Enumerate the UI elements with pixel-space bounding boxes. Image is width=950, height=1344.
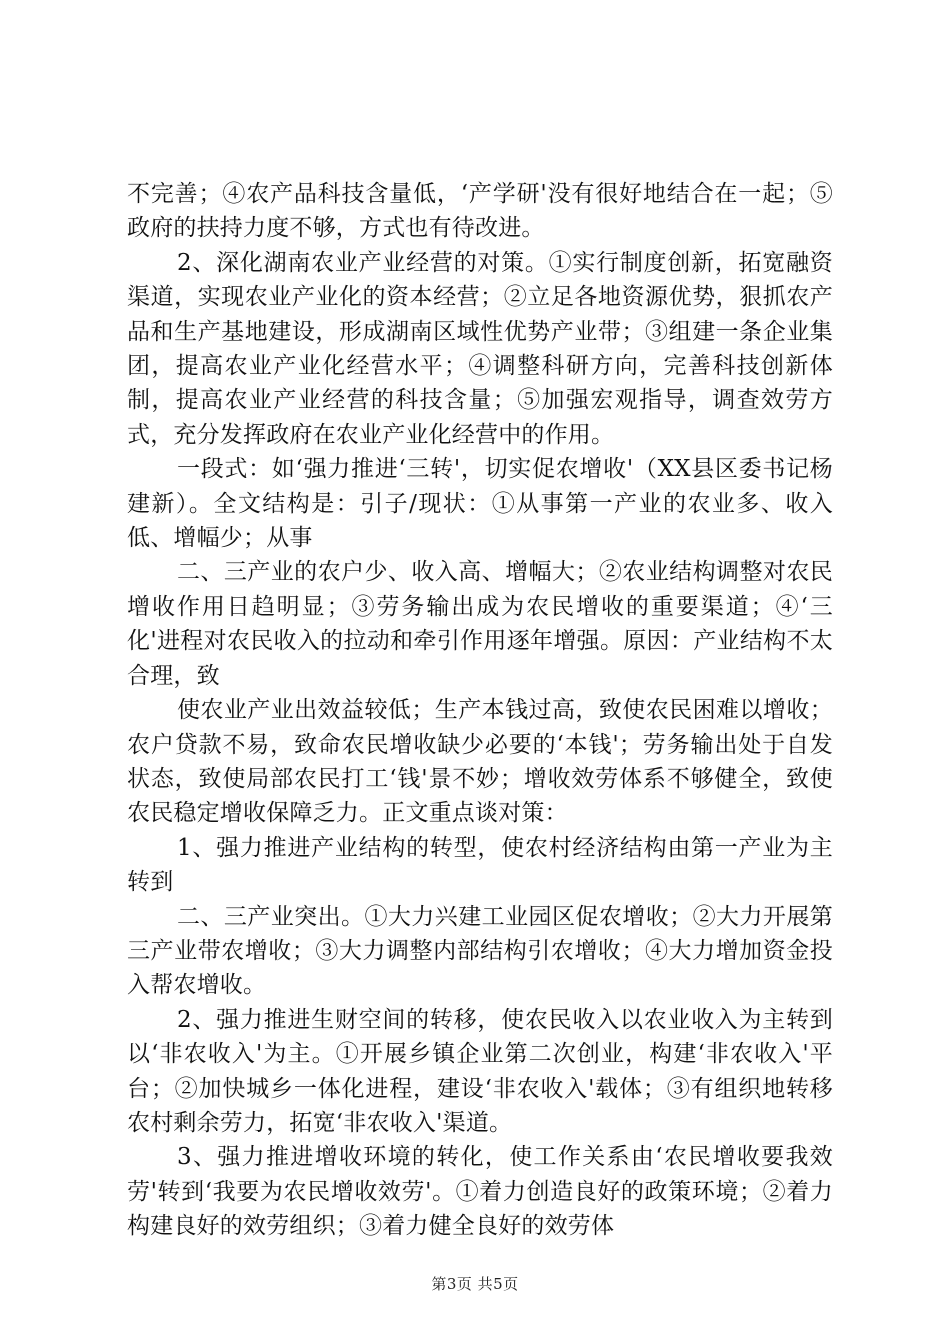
paragraph-industry-measures: 二、三产业突出。①大力兴建工业园区促农增收；②大力开展第三产业带农增收；③大力调整内部结构引农增收；④大力增加资金投入帮农增收。	[127, 903, 833, 999]
paragraph-industry-transform: 1、强力推进产业结构的转型，使农村经济结构由第一产业为主转到	[127, 834, 833, 896]
paragraph-environment-shift: 3、强力推进增收环境的转化，使工作关系由‘农民增收要我效劳'转到‘我要为农民增收效劳'。①着力创造良好的政策环境；②着力构建良好的效劳组织；③着力健全良好的效劳体	[127, 1144, 833, 1240]
paragraph-secondary-tertiary: 二、三产业的农户少、收入高、增幅大；②农业结构调整对农民增收作用日趋明显；③劳务输出成为农民增收的重要渠道；④‘三化'进程对农民收入的拉动和牵引作用逐年增强。原因：产业结构不太合理，致	[127, 559, 833, 689]
paragraph-continuation: 不完善；④农产品科技含量低，‘产学研'没有很好地结合在一起；⑤政府的扶持力度不够，方式也有待改进。	[127, 181, 833, 242]
paragraph-hunan-countermeasures: 2、深化湖南农业产业经营的对策。①实行制度创新，拓宽融资渠道，实现农业产业化的资本经营；②立足各地资源优势，狠抓农产品和生产基地建设，形成湖南区域性优势产业带；③组建一条企业集团，提高农业产业化经营水平；④调整科研方向，完善科技创新体制，提高农业产业经营的科技含量；⑤加强宏观指导，调查效劳方式，充分发挥政府在农业产业化经营中的作用。	[127, 249, 833, 448]
paragraph-income-shift: 2、强力推进生财空间的转移，使农民收入以农业收入为主转到以‘非农收入'为主。①开展乡镇企业第二次创业，构建‘非农收入'平台；②加快城乡一体化进程，建设‘非农收入'载体；③有组织地转移农村剩余劳力，拓宽‘非农收入'渠道。	[127, 1006, 833, 1136]
document-body	[127, 177, 833, 1244]
page-number-footer: 第3页 共5页	[431, 1275, 519, 1293]
paragraph-one-section-format: 一段式：如‘强力推进‘三转'，切实促农增收'（XX县区委书记杨建新）。全文结构是：引子/现状：①从事第一产业的农业多、收入低、增幅少；从事	[127, 456, 833, 552]
paragraph-causes: 使农业产业出效益较低；生产本钱过高，致使农民困难以增收；农户贷款不易，致命农民增收缺少必要的‘本钱'；劳务输出处于自发状态，致使局部农民打工‘钱'景不妙；增收效劳体系不够健全，致使农民稳定增收保障乏力。正文重点谈对策：	[127, 697, 833, 827]
